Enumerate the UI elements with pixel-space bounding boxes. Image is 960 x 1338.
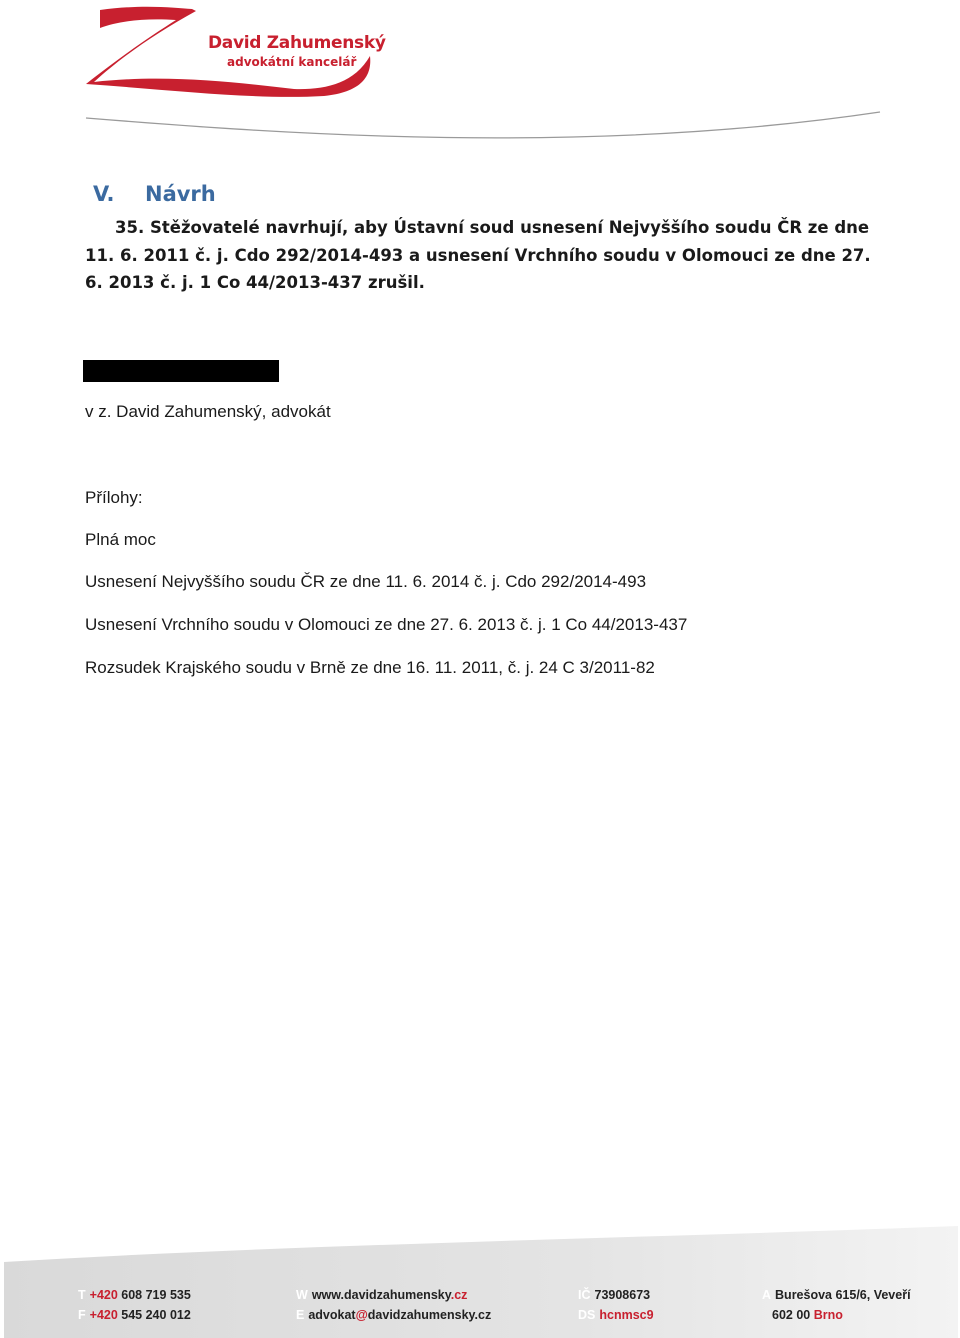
footer-email: E advokat@davidzahumensky.cz bbox=[296, 1308, 492, 1322]
firm-logo bbox=[84, 4, 384, 104]
redacted-signature bbox=[83, 360, 279, 382]
attachment-item: Usnesení Vrchního soudu v Olomouci ze dne 27. 6. 2013 č. j. 1 Co 44/2013-437 bbox=[85, 615, 688, 634]
z-logo-icon bbox=[84, 4, 384, 104]
attachment-item: Rozsudek Krajského soudu v Brně ze dne 16. 11. 2011, č. j. 24 C 3/2011-82 bbox=[85, 658, 655, 677]
footer-web: W www.davidzahumensky.cz bbox=[296, 1288, 468, 1302]
footer-phone: T +420 608 719 535 bbox=[78, 1288, 191, 1302]
proposal-paragraph bbox=[85, 214, 885, 297]
footer-ico: IČ 73908673 bbox=[578, 1288, 651, 1302]
attachment-item: Usnesení Nejvyššího soudu ČR ze dne 11. 6. 2014 č. j. Cdo 292/2014-493 bbox=[85, 572, 647, 591]
attachment-item: Plná moc bbox=[85, 530, 156, 549]
attachments-heading: Přílohy: bbox=[85, 488, 143, 507]
header-rule bbox=[84, 108, 884, 148]
section-title: Návrh bbox=[145, 182, 216, 206]
paragraph-number: 35. bbox=[115, 218, 145, 237]
firm-subtitle: advokátní kancelář bbox=[227, 55, 357, 69]
section-heading bbox=[93, 182, 216, 206]
signature-line: v z. David Zahumenský, advokát bbox=[85, 402, 331, 421]
section-number: V. bbox=[93, 182, 115, 206]
firm-name: David Zahumenský bbox=[208, 33, 386, 53]
footer-address: A Burešova 615/6, Veveří bbox=[762, 1288, 911, 1302]
footer-address-city: 602 00 Brno bbox=[772, 1308, 843, 1322]
paragraph-text: Stěžovatelé navrhují, aby Ústavní soud usnesení Nejvyššího soudu ČR ze dne 11. 6. 2011 č. j. Cdo 292/2014-493 a usnesení Vrchního soudu v Olomouci ze dne 27. 6. 2013 č. j. 1 Co 44/2013-437 zrušil. bbox=[85, 218, 871, 292]
footer-ds: DS hcnmsc9 bbox=[578, 1308, 654, 1322]
footer-fax: F +420 545 240 012 bbox=[78, 1308, 191, 1322]
